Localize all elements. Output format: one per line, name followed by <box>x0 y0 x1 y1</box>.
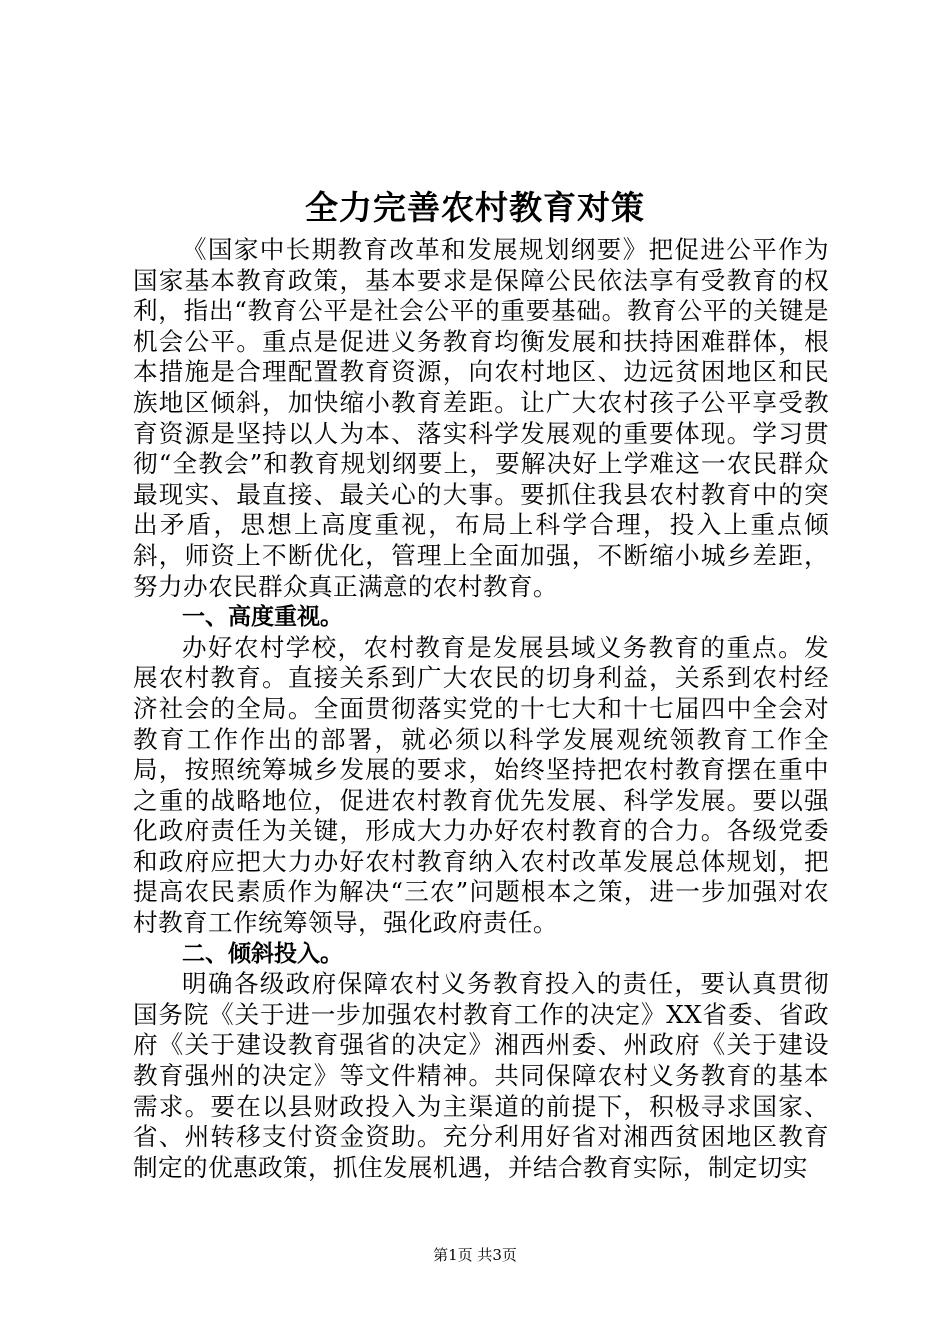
page-number-footer: 第1页 共3页 <box>433 1246 517 1264</box>
section-heading-1: 一、高度重视。 <box>182 604 343 631</box>
intro-paragraph: 《国家中长期教育改革和发展规划纲要》把促进公平作为国家基本教育政策，基本要求是保障公民依法享有受教育的权利，指出“教育公平是社会公平的重要基础。教育公平的关键是机会公平。重点是促进义务教育均衡发展和扶持困难群体，根本措施是合理配置教育资源，向农村地区、边远贫困地区和民族地区倾斜，加快缩小教育差距。让广大农村孩子公平享受教育资源是坚持以人为本、落实科学发展观的重要体现。学习贯彻“全教会”和教育规划纲要上，要解决好上学难这一农民群众最现实、最直接、最关心的大事。要抓住我县农村教育中的突出矛盾，思想上高度重视，布局上科学合理，投入上重点倾斜，师资上不断优化，管理上全面加强，不断缩小城乡差距，努力办农民群众真正满意的农村教育。 <box>133 235 829 601</box>
document-body <box>133 235 829 1183</box>
section-heading-2: 二、倾斜投入。 <box>182 940 343 967</box>
document-title: 全力完善农村教育对策 <box>305 188 645 227</box>
section-paragraph-2: 明确各级政府保障农村义务教育投入的责任，要认真贯彻国务院《关于进一步加强农村教育工作的决定》XX省委、省政府《关于建设教育强省的决定》湘西州委、州政府《关于建设教育强州的决定》等文件精神。共同保障农村义务教育的基本需求。要在以县财政投入为主渠道的前提下，积极寻求国家、省、州转移支付资金资助。充分利用好省对湘西贫困地区教育制定的优惠政策，抓住发展机遇，并结合教育实际，制定切实 <box>133 969 829 1182</box>
section-paragraph-1: 办好农村学校，农村教育是发展县域义务教育的重点。发展农村教育。直接关系到广大农民的切身利益，关系到农村经济社会的全局。全面贯彻落实党的十七大和十七届四中全会对教育工作作出的部署，就必须以科学发展观统领教育工作全局，按照统筹城乡发展的要求，始终坚持把农村教育摆在重中之重的战略地位，促进农村教育优先发展、科学发展。要以强化政府责任为关键，形成大力办好农村教育的合力。各级党委和政府应把大力办好农村教育纳入农村改革发展总体规划，把提高农民素质作为解决“三农”问题根本之策，进一步加强对农村教育工作统筹领导，强化政府责任。 <box>133 632 829 938</box>
